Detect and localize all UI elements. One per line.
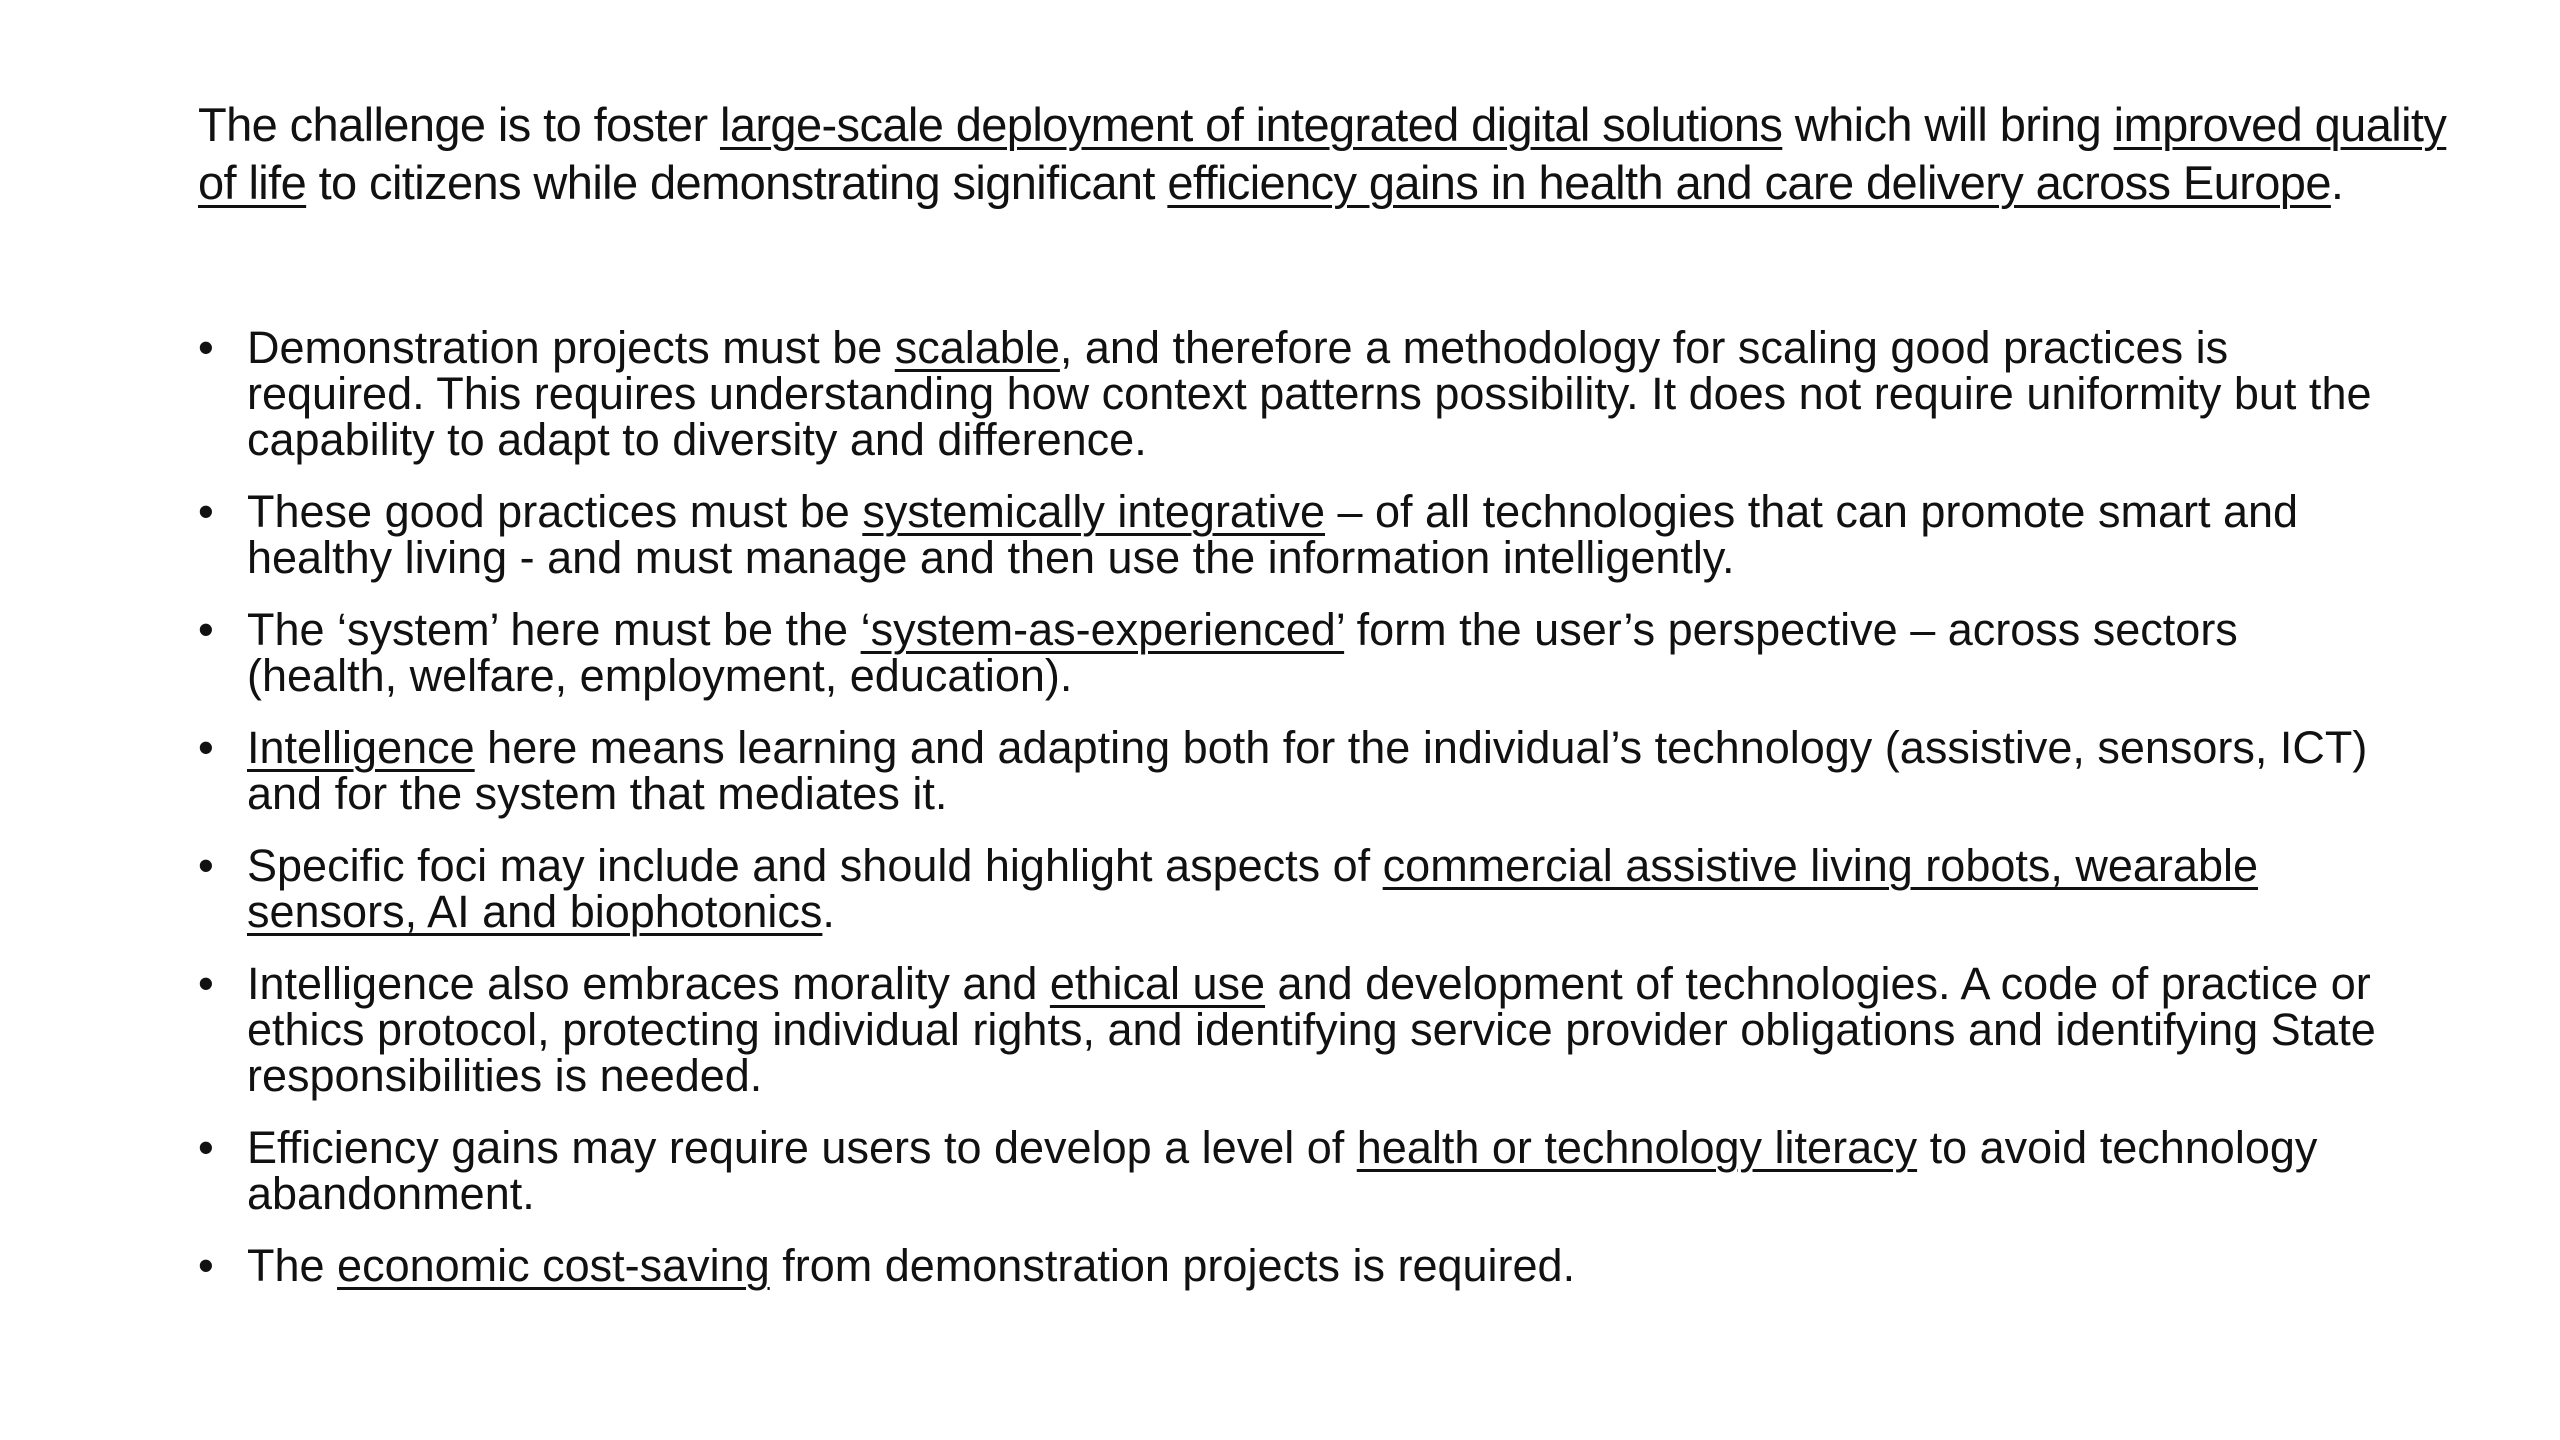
intro-paragraph: [198, 96, 2458, 212]
intro-text-2: which will bring: [1782, 98, 2114, 151]
bullet-text: , and therefore a methodology for scaling good practices is required. This requires understanding how context patterns possibility. It does not require uniformity but the capability to adapt to diversity and difference.: [247, 322, 2372, 465]
bullet-list: [198, 322, 2398, 1315]
bullet-underlined: scalable: [894, 322, 1060, 373]
bullet-underlined: commercial assistive living robots, wearable sensors, AI and biophotonics: [247, 840, 2258, 937]
intro-text-3: to citizens while demonstrating significant: [306, 156, 1168, 209]
bullet-glyph: •: [198, 1122, 214, 1173]
bullet-underlined: systemically integrative: [862, 486, 1325, 537]
bullet-text: Intelligence also embraces morality and: [247, 958, 1050, 1009]
bullet-item: [198, 322, 2398, 465]
intro-text-4: .: [2330, 156, 2344, 209]
bullet-glyph: •: [198, 1240, 214, 1291]
intro-underlined-3: efficiency gains in health and care delivery across Europe: [1167, 156, 2331, 209]
bullet-text: here means learning and adapting both for the individual’s technology (assistive, sensors, ICT) and for the system that mediates it.: [247, 722, 2368, 819]
bullet-item: [198, 958, 2398, 1101]
bullet-item: [198, 722, 2398, 819]
bullet-item: [198, 486, 2398, 583]
bullet-text: The ‘system’ here must be the: [247, 604, 861, 655]
bullet-underlined: health or technology literacy: [1356, 1122, 1918, 1173]
bullet-text: Demonstration projects must be: [247, 322, 895, 373]
intro-underlined-2: improved quality of life: [198, 98, 2447, 209]
bullet-text: from demonstration projects is required.: [769, 1240, 1576, 1291]
bullet-item: [198, 1240, 2398, 1291]
bullet-text: and development of technologies. A code of practice or ethics protocol, protecting individual rights, and identifying service provider obligations and identifying State responsibilities is needed.: [247, 958, 2376, 1101]
bullet-text: form the user’s perspective – across sectors (health, welfare, employment, education).: [247, 604, 2238, 701]
bullet-glyph: •: [198, 958, 214, 1009]
bullet-glyph: •: [198, 840, 214, 891]
bullet-item: [198, 1122, 2398, 1219]
bullet-underlined: ethical use: [1049, 958, 1266, 1009]
bullet-text: These good practices must be: [247, 486, 863, 537]
bullet-text: Specific foci may include and should highlight aspects of: [247, 840, 1383, 891]
bullet-underlined: Intelligence: [247, 722, 475, 773]
bullet-text: Efficiency gains may require users to develop a level of: [247, 1122, 1357, 1173]
bullet-item: [198, 604, 2398, 701]
bullet-text: to avoid technology abandonment.: [247, 1122, 2318, 1219]
bullet-glyph: •: [198, 322, 214, 373]
intro-underlined-1: large-scale deployment of integrated digital solutions: [719, 98, 1783, 151]
bullet-text: The: [247, 1240, 338, 1291]
intro-text-1: The challenge is to foster: [198, 98, 720, 151]
bullet-text: .: [822, 886, 835, 937]
bullet-underlined: ‘system-as-experienced’: [860, 604, 1345, 655]
bullet-glyph: •: [198, 722, 214, 773]
bullet-item: [198, 840, 2398, 937]
bullet-glyph: •: [198, 604, 214, 655]
bullet-text: – of all technologies that can promote smart and healthy living - and must manage and then use the information intelligently.: [247, 486, 2299, 583]
bullet-underlined: economic cost-saving: [337, 1240, 770, 1291]
bullet-glyph: •: [198, 486, 214, 537]
